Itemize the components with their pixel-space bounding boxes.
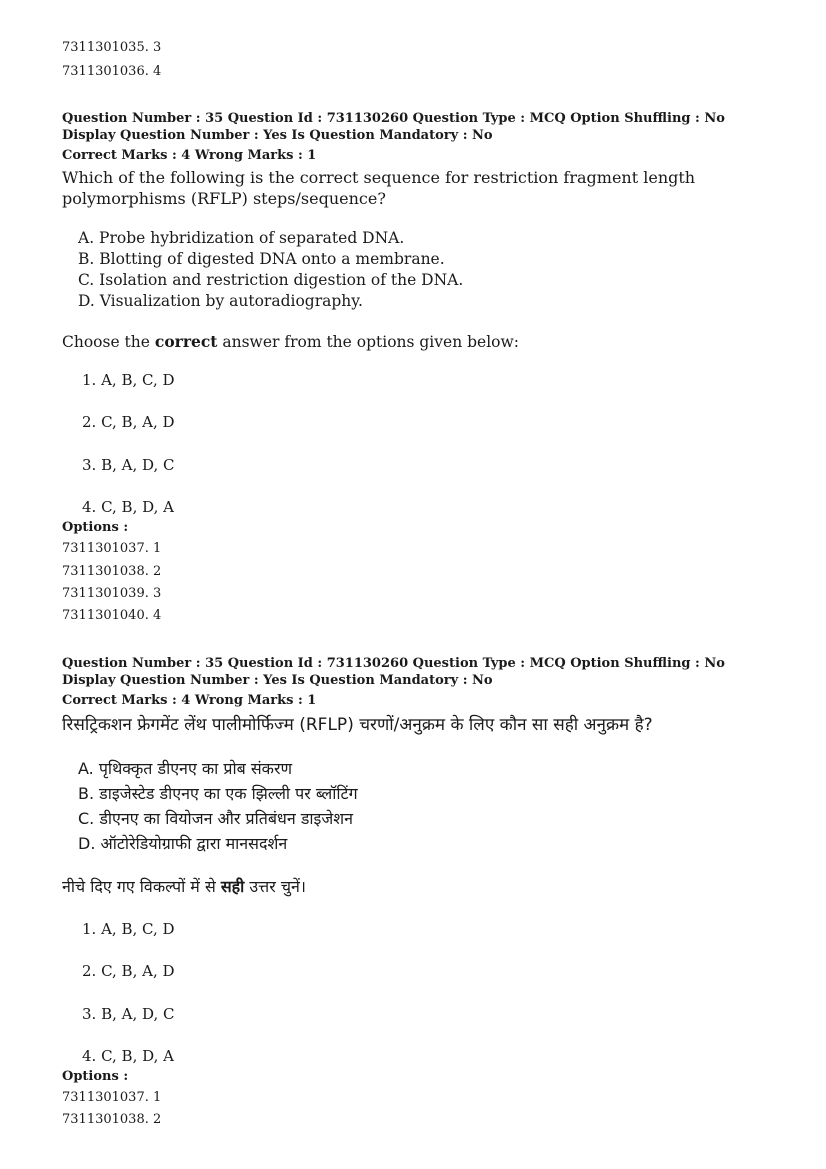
choose-instruction: Choose the correct answer from the options given below: bbox=[62, 332, 519, 351]
statement: D. ऑटोरेडियोग्राफी द्वारा मानसदर्शन bbox=[78, 834, 288, 853]
choose-instruction: नीचे दिए गए विकल्पों में से सही उत्तर चुनें। bbox=[62, 877, 306, 896]
question-marks: Correct Marks : 4 Wrong Marks : 1 bbox=[62, 148, 317, 163]
statement: B. Blotting of digested DNA onto a membrane. bbox=[78, 250, 445, 268]
statement: B. डाइजेस्टेड डीएनए का एक झिल्ली पर ब्लॉटिंग bbox=[78, 784, 358, 803]
statement: A. पृथिक्कृत डीएनए का प्रोब संकरण bbox=[78, 759, 293, 778]
option-id: 7311301037. 1 bbox=[62, 541, 162, 556]
question-text: Which of the following is the correct sequence for restriction fragment length polymorphisms (RFLP) steps/sequence? bbox=[62, 168, 696, 208]
option-id: 7311301037. 1 bbox=[62, 1090, 162, 1105]
question-marks: Correct Marks : 4 Wrong Marks : 1 bbox=[62, 693, 317, 708]
answer-choice: 4. C, B, D, A bbox=[82, 1047, 174, 1065]
statement: A. Probe hybridization of separated DNA. bbox=[78, 229, 405, 247]
answer-choice: 1. A, B, C, D bbox=[82, 920, 175, 938]
question-meta: Question Number : 35 Question Id : 731130260 Question Type : MCQ Option Shuffling : No Display Question Number : Yes Is Question Mandatory : No bbox=[62, 111, 725, 143]
statement: C. डीएनए का वियोजन और प्रतिबंधन डाइजेशन bbox=[78, 809, 354, 828]
options-label: Options : bbox=[62, 1069, 129, 1084]
option-id: 7311301038. 2 bbox=[62, 1112, 162, 1127]
option-id: 7311301036. 4 bbox=[62, 64, 162, 79]
answer-choice: 4. C, B, D, A bbox=[82, 498, 174, 516]
option-id: 7311301038. 2 bbox=[62, 564, 162, 579]
statement: C. Isolation and restriction digestion of the DNA. bbox=[78, 271, 464, 289]
question-meta: Question Number : 35 Question Id : 731130260 Question Type : MCQ Option Shuffling : No Display Question Number : Yes Is Question Mandatory : No bbox=[62, 656, 725, 688]
option-id: 7311301039. 3 bbox=[62, 586, 162, 601]
question-text: रिसट्रिकशन फ्रेगमेंट लेंथ पालीमोर्फिज्म (RFLP) चरणों/अनुक्रम के लिए कौन सा सही अनुक्रम है? bbox=[62, 715, 653, 735]
answer-choice: 3. B, A, D, C bbox=[82, 1005, 175, 1023]
answer-choice: 3. B, A, D, C bbox=[82, 456, 175, 474]
answer-choice: 2. C, B, A, D bbox=[82, 962, 175, 980]
option-id: 7311301035. 3 bbox=[62, 40, 162, 55]
statement: D. Visualization by autoradiography. bbox=[78, 292, 363, 310]
option-id: 7311301040. 4 bbox=[62, 608, 162, 623]
answer-choice: 2. C, B, A, D bbox=[82, 413, 175, 431]
options-label: Options : bbox=[62, 520, 129, 535]
answer-choice: 1. A, B, C, D bbox=[82, 371, 175, 389]
